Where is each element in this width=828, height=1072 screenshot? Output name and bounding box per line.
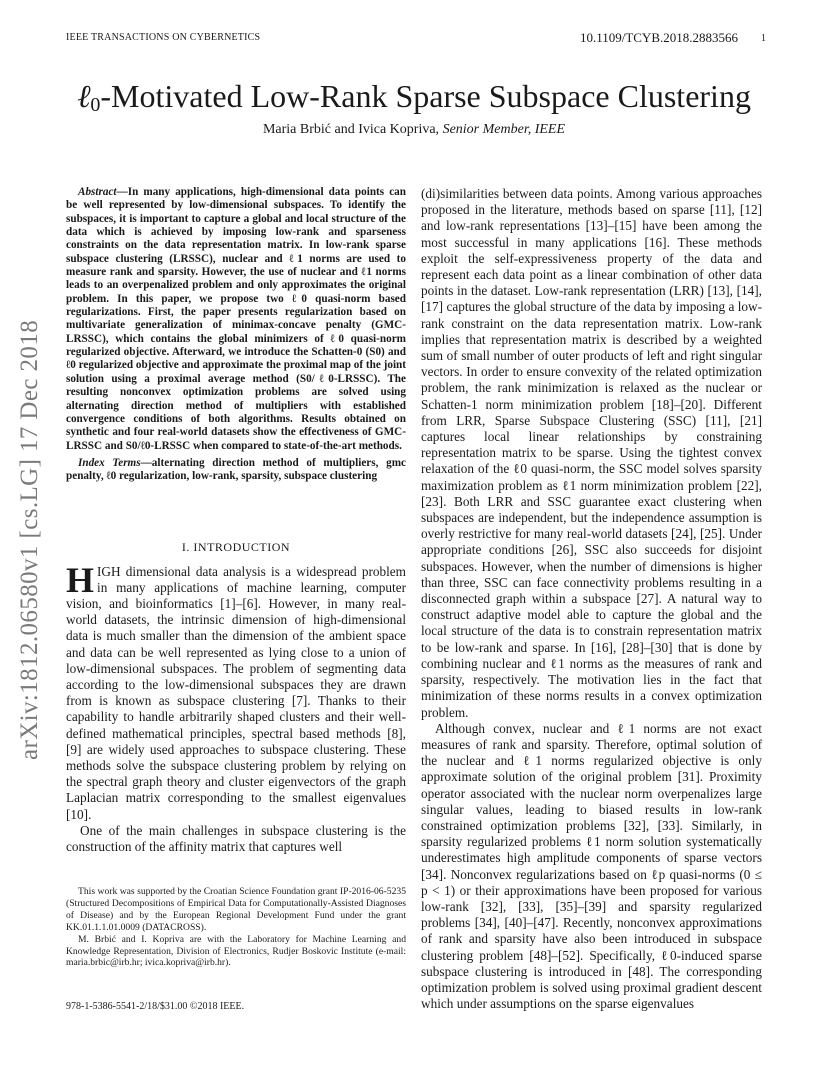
page-number: 1 — [761, 33, 766, 44]
title-ell: ℓ — [77, 78, 91, 114]
affiliation-note: M. Brbić and I. Kopriva are with the Laboratory for Machine Learning and Knowledge Representation, Division of Electronics, Rudjer Boskovic Institute (e-mail: maria.brbic@irb.hr; ivica.kopriva@irb.hr). — [66, 933, 406, 969]
doi[interactable]: 10.1109/TCYB.2018.2883566 — [579, 30, 738, 45]
right-paragraph-1: (di)similarities between data points. Among various approaches proposed in the literature, methods based on sparse [11], [12] and low-rank representations [13]–[15] have been among the most successful in many applications [16]. These methods exploit the self-expressiveness property of the data and represent each data point as a linear combination of other data points in the dataset. Low-rank representation (LRR) [13], [14], [17] captures the global structure of the data by imposing a low-rank constraint on the data representation matrix. Low-rank implies that representation matrix is described by a weighted sum of small number of outer products of left and right singular vectors. In order to ensure convexity of the related optimization problem, the rank minimization is relaxed as the nuclear or Schatten-1 norm minimization problem [18]–[20]. Different from LRR, Sparse Subspace Clustering (SSC) [11], [21] captures local linear relationships by constraining representation matrix to be sparse. Using the tightest convex relaxation of the ℓ0 quasi-norm, the SSC model solves sparsity maximization problem as ℓ1 norm minimization problem [22], [23]. Both LRR and SSC guarantee exact clustering when subspaces are independent, but the independence assumption is overly restrictive for many real-world datasets [24], [25]. Under appropriate conditions [26], SSC also succeeds for disjoint subspaces. However, when the number of dimensions is higher than three, SSC can face connectivity problems resulting in a disconnected graph within a subspace [27]. A natural way to construct adaptive model able to capture the global and the local structure of the data is to constrain representation matrix to be low-rank and sparse. In [16], [28]–[30] that is done by combining nuclear and ℓ1 norms as the measures of rank and sparsity, respectively. The motivation lies in the fact that minimization of these norms results in a convex optimization problem. — [421, 186, 762, 720]
index-terms-text: —alternating direction method of multipliers, gmc penalty, ℓ0 regularization, low-rank, sparsity, subspace clustering — [66, 456, 406, 483]
right-paragraph-2: Although convex, nuclear and ℓ1 norms are not exact measures of rank and sparsity. Therefore, optimal solution of the nuclear and ℓ1 norms regularized objective is only approximate solution of the original problem [31]. Proximity operator associated with the nuclear norm overpenalizes large singular values, leading to biased results in low-rank constrained optimization problems [32], [33]. Similarly, in sparsity regularized problems ℓ1 norm solution systematically underestimates high amplitude components of sparse vectors [34]. Nonconvex regularizations based on ℓp quasi-norms (0 ≤ p < 1) or their approximations have been proposed for various low-rank [32], [33], [35]–[39] and sparsity regularized problems [34], [40]–[47]. Recently, nonconvex approximations of rank and sparsity have also been introduced in subspace clustering problem [48]–[52]. Specifically, ℓ0-induced sparse subspace clustering is introduced in [48]. The corresponding optimization problem is solved using proximal gradient descent which under assumptions on the sparse eigenvalues — [421, 720, 762, 1012]
section-heading: I. INTRODUCTION — [181, 539, 291, 554]
title-text: -Motivated Low-Rank Sparse Subspace Clustering — [100, 78, 751, 114]
author-affiliation: Senior Member, IEEE — [442, 122, 566, 137]
intro-paragraph-2: One of the main challenges in subspace clustering is the construction of the affinity matrix that captures well — [66, 822, 406, 855]
arxiv-stamp[interactable]: arXiv:1812.06580v1 [cs.LG] 17 Dec 2018 — [16, 319, 43, 760]
journal-name: IEEE TRANSACTIONS ON CYBERNETICS — [66, 32, 261, 43]
drop-cap: H — [66, 559, 95, 600]
author-names: Maria Brbić and Ivica Kopriva, — [262, 122, 440, 137]
abstract-label: Abstract — [78, 186, 117, 198]
author-line — [0, 122, 828, 138]
title-ell-subscript: 0 — [90, 94, 101, 116]
intro-paragraph-1-text: IGH dimensional data analysis is a widespread problem in many applications of machine learning, computer vision, and bioinformatics [1]–[6]. However, in many real-world datasets, the intrinsic dimension of high-dimensional data is much smaller than the dimension of the ambient space and data can be well represented as lying close to a union of low-dimensional subspaces. The problem of segmenting data according to the low-dimensional subspaces they are drawn from is known as subspace clustering [7]. Thanks to their capability to handle arbitrarily shaped clusters and their well-defined mathematical principles, spectral based methods [8], [9] are widely used approaches to subspace clustering. These methods solve the subspace clustering problem by relying on the spectral graph theory and cluster eigenvectors of the graph Laplacian matrix corresponding to the smallest eigenvalues [10]. — [66, 563, 406, 822]
abstract — [66, 186, 406, 453]
footnote — [66, 886, 406, 969]
index-terms-label: Index Terms — [78, 456, 141, 469]
copyright-line: 978-1-5386-5541-2/18/$31.00 ©2018 IEEE. — [66, 1001, 245, 1012]
right-column — [421, 186, 762, 1012]
left-column — [66, 186, 406, 855]
abstract-text: —In many applications, high-dimensional data points can be well represented by low-dimensional subspaces. To identify the subspaces, it is important to capture a global and local structure of the data which is achieved by imposing low-rank and sparseness constraints on the data representation matrix. In low-rank sparse subspace clustering (LRSSC), nuclear and ℓ1 norms are used to measure rank and sparsity. However, the use of nuclear and ℓ1 norms leads to an overpenalized problem and only approximates the original problem. In this paper, we propose two ℓ0 quasi-norm based regularizations. First, the paper presents regularization based on multivariate generalization of minimax-concave penalty (GMC-LRSSC), which contains the global minimizers of ℓ0 quasi-norm regularized objective. Afterward, we introduce the Schatten-0 (S0) and ℓ0 regularized objective and approximate the proximal map of the joint solution using a proximal average method (S0/ℓ0-LRSSC). The resulting nonconvex optimization problems are solved using alternating direction method of multipliers with established convergence conditions of both algorithms. Results obtained on synthetic and four real-world datasets show the effectiveness of GMC-LRSSC and S0/ℓ0-LRSSC when compared to state-of-the-art methods. — [66, 186, 406, 452]
running-header — [66, 30, 766, 46]
funding-note: This work was supported by the Croatian Science Foundation grant IP-2016-06-5235 (Structured Decompositions of Empirical Data for Computationally-Assisted Diagnoses of Disease) and by the European Regional Development Fund under the grant KK.01.1.1.01.0009 (DATACROSS). — [66, 886, 406, 933]
index-terms — [66, 457, 406, 484]
intro-paragraph-1 — [66, 559, 406, 823]
paper-title — [0, 78, 828, 117]
